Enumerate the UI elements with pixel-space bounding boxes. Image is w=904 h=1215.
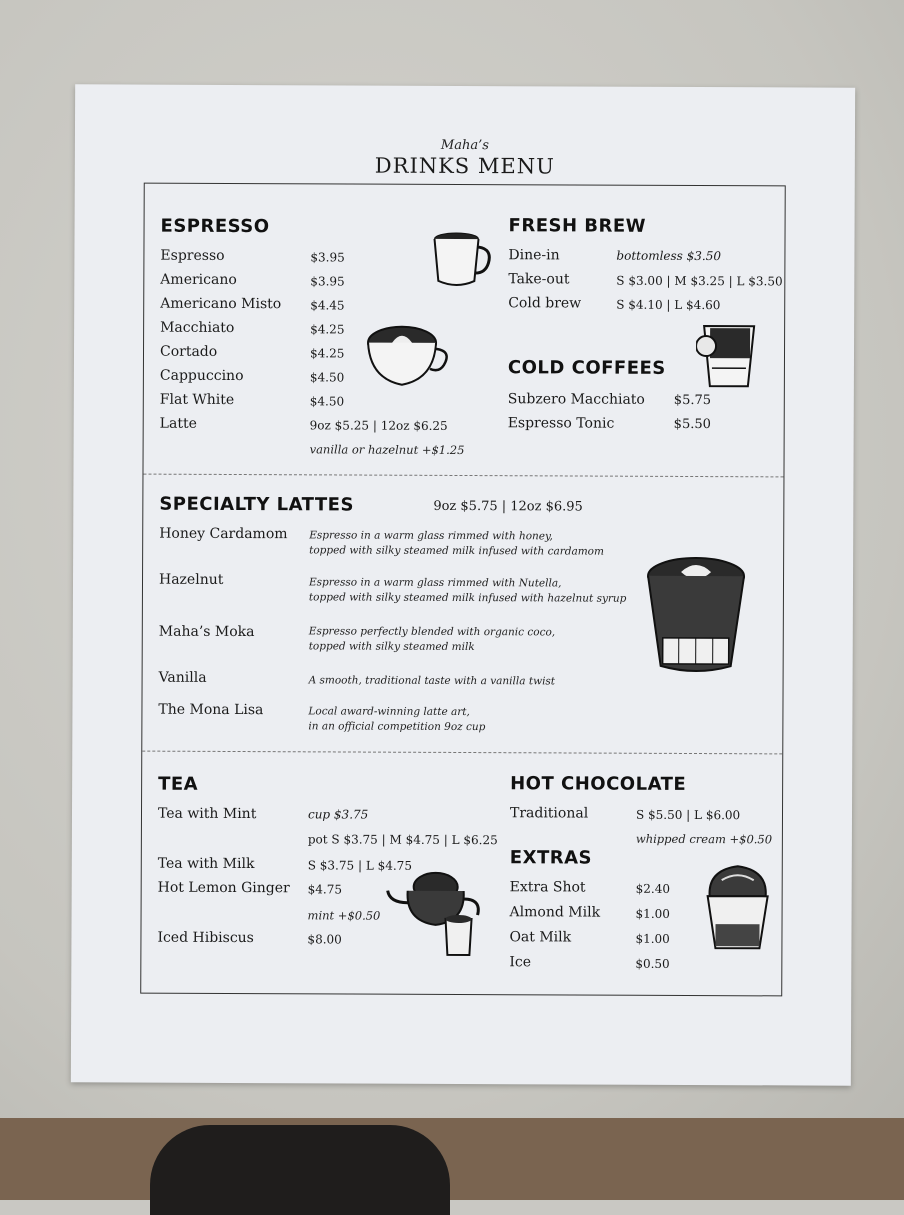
menu-paper	[71, 84, 855, 1085]
item-price: $4.50	[310, 394, 344, 408]
specialty-description	[309, 528, 604, 559]
item-name: Oat Milk	[509, 929, 571, 945]
description-line: topped with silky steamed milk	[309, 639, 555, 655]
specialty-description	[308, 704, 485, 735]
item-price: $3.95	[310, 250, 344, 264]
menu-title: DRINKS MENU	[75, 152, 855, 179]
whipped-cream-cup-icon	[701, 862, 773, 954]
item-name: Almond Milk	[510, 904, 601, 920]
iced-drink-icon	[696, 316, 762, 392]
item-name: Espresso Tonic	[508, 415, 615, 431]
description-line: topped with silky steamed milk infused with cardamom	[309, 543, 604, 559]
espresso-note: vanilla or hazelnut +$1.25	[310, 442, 465, 457]
specialty-item-name: Hazelnut	[159, 572, 223, 594]
item-price: 9oz $5.25 | 12oz $6.25	[310, 418, 448, 433]
latte-glass-icon	[643, 554, 750, 678]
item-price: $4.25	[310, 346, 344, 360]
description-line: Espresso in a warm glass rimmed with Nutella,	[309, 575, 627, 591]
item-name: Americano Misto	[160, 296, 281, 313]
item-name: Flat White	[160, 392, 234, 408]
item-name: Tea with Milk	[158, 856, 255, 872]
specialty-description	[309, 624, 555, 655]
item-price: $3.95	[310, 274, 344, 288]
item-price-pot: pot S $3.75 | M $4.75 | L $6.25	[308, 832, 498, 855]
item-price: $4.45	[310, 298, 344, 312]
description-line: Espresso perfectly blended with organic coco,	[309, 624, 555, 640]
item-name: Dine-in	[508, 247, 559, 263]
hot-chocolate-heading: HOT CHOCOLATE	[510, 773, 686, 795]
item-name: Iced Hibiscus	[157, 930, 253, 946]
item-name: Tea with Mint	[158, 806, 256, 822]
description-line: topped with silky steamed milk infused with hazelnut syrup	[309, 590, 627, 606]
item-name: Cold brew	[508, 295, 581, 311]
tea-note: mint +$0.50	[308, 908, 381, 922]
specialty-item-name: Vanilla	[159, 670, 207, 692]
floor	[0, 1118, 904, 1200]
specialty-item-name: Maha’s Moka	[159, 624, 255, 646]
specialty-item-name: The Mona Lisa	[158, 702, 263, 724]
item-name: Traditional	[510, 805, 588, 821]
item-name: Subzero Macchiato	[508, 391, 645, 408]
item-price: $4.75	[308, 882, 342, 896]
description-line: in an official competition 9oz cup	[308, 719, 485, 735]
item-name: Americano	[160, 272, 237, 288]
specialty-lattes-heading: SPECIALTY LATTES	[159, 494, 354, 516]
item-price: $2.40	[636, 882, 670, 896]
description-line: A smooth, traditional taste with a vanilla twist	[309, 673, 556, 689]
specialty-item-name: Honey Cardamom	[159, 526, 287, 549]
item-name: Ice	[509, 954, 531, 970]
description-line: Espresso in a warm glass rimmed with honey,	[309, 528, 604, 544]
item-price: $5.50	[674, 417, 711, 432]
item-name: Take-out	[508, 271, 569, 287]
espresso-heading: ESPRESSO	[161, 216, 270, 237]
item-price: S $3.00 | M $3.25 | L $3.50	[616, 274, 782, 289]
item-name: Macchiato	[160, 320, 234, 336]
teapot-icon	[385, 863, 485, 963]
mug-icon	[430, 229, 494, 289]
shoe	[150, 1125, 450, 1215]
specialty-description	[309, 575, 627, 606]
item-price: $4.25	[310, 322, 344, 336]
item-price: $0.50	[635, 957, 669, 971]
description-line: Local award-winning latte art,	[308, 704, 485, 720]
section-divider	[143, 474, 783, 478]
item-name: Hot Lemon Ginger	[158, 880, 290, 897]
item-name: Cappuccino	[160, 368, 244, 384]
specialty-description	[309, 673, 556, 689]
item-price: S $5.50 | L $6.00	[636, 808, 740, 822]
hot-chocolate-note: whipped cream +$0.50	[636, 832, 772, 847]
item-name: Extra Shot	[510, 879, 586, 895]
menu-subtitle: Maha’s	[75, 136, 855, 154]
item-name: Latte	[160, 416, 197, 432]
extras-heading: EXTRAS	[510, 847, 592, 868]
section-divider	[142, 751, 782, 755]
item-price: S $4.10 | L $4.60	[616, 298, 720, 312]
fresh-brew-heading: FRESH BREW	[509, 215, 647, 237]
item-price: $5.75	[674, 393, 711, 408]
menu-frame	[140, 183, 786, 997]
item-name: Cortado	[160, 344, 217, 360]
item-price: cup $3.75	[308, 807, 368, 821]
item-name: Espresso	[160, 248, 224, 264]
cold-coffees-heading: COLD COFFEES	[508, 357, 666, 379]
item-price: $1.00	[636, 907, 670, 921]
item-price: $1.00	[635, 932, 669, 946]
tea-heading: TEA	[158, 774, 198, 795]
latte-art-cup-icon	[364, 323, 452, 395]
item-price: $4.50	[310, 370, 344, 384]
item-price: S $3.75 | L $4.75	[308, 858, 412, 872]
specialty-price: 9oz $5.75 | 12oz $6.95	[433, 499, 583, 522]
item-price: $8.00	[307, 932, 341, 946]
item-price: bottomless $3.50	[616, 249, 721, 263]
